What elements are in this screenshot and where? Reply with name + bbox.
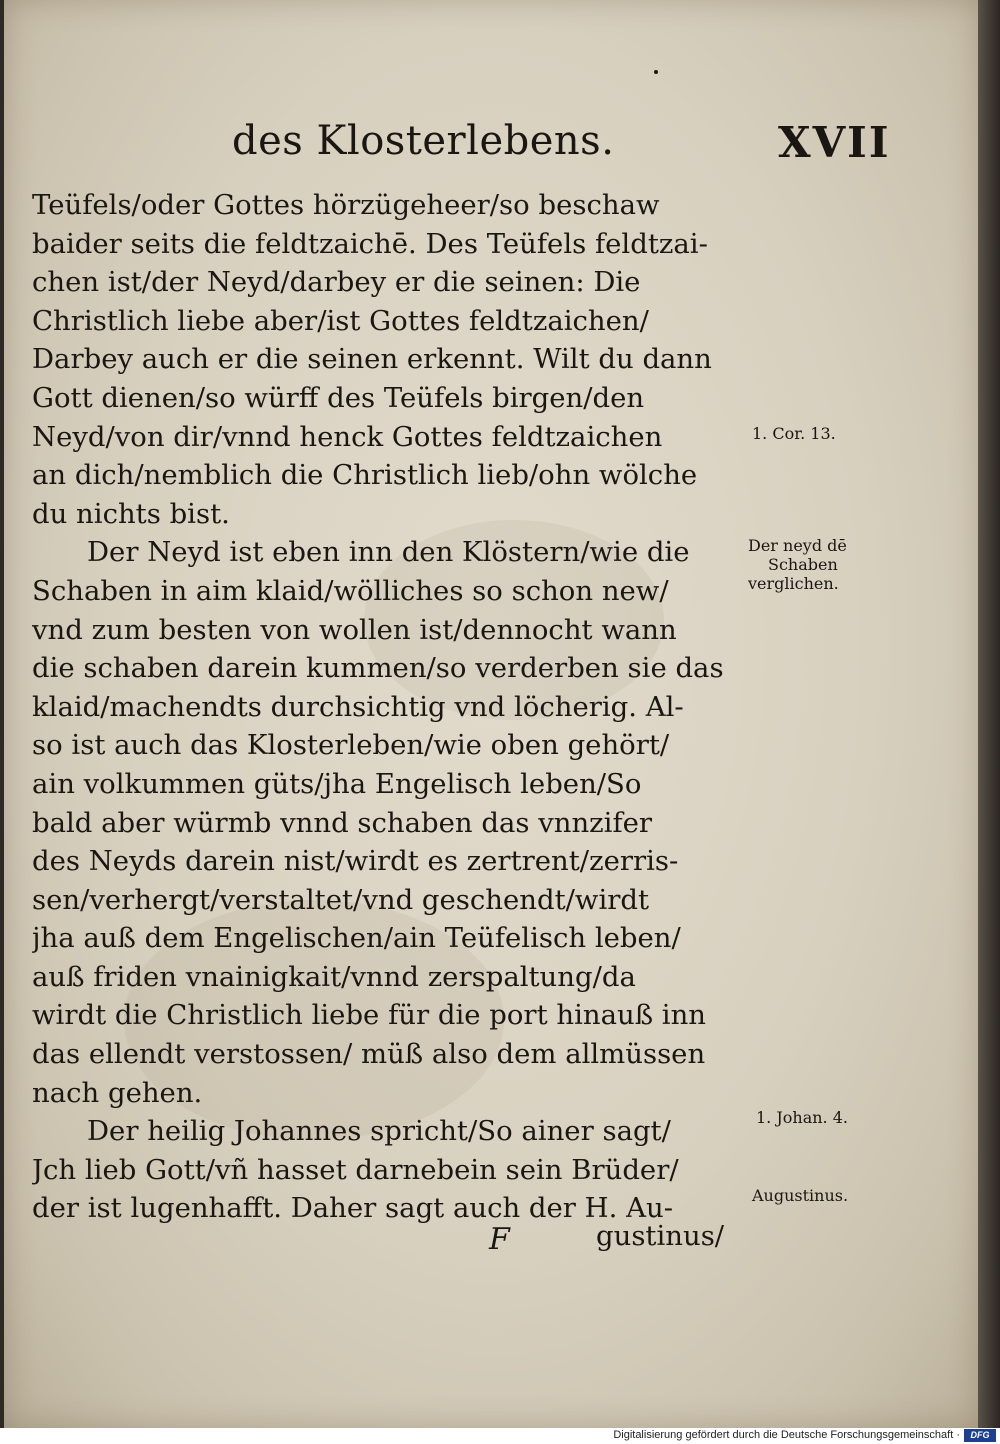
catchword: gustinus/ (596, 1220, 725, 1252)
text-line: Der heilig Johannes spricht/So ainer sagt/ (87, 1115, 671, 1148)
text-line: des Neyds darein nist/wirdt es zertrent/zerris- (32, 845, 679, 878)
text-line: nach gehen. (32, 1076, 203, 1109)
margin-note-johan: 1. Johan. 4. (756, 1108, 848, 1127)
running-head: des Klosterlebens. (232, 118, 615, 164)
text-line: Gott dienen/so würff des Teüfels birgen/den (32, 381, 645, 414)
text-line: chen ist/der Neyd/darbey er die seinen: Die (32, 266, 641, 299)
text-line: jha auß dem Engelischen/ain Teüfelisch leben/ (32, 922, 681, 955)
text-line: die schaben darein kummen/so verderben sie das (32, 652, 724, 685)
text-line: so ist auch das Klosterleben/wie oben gehört/ (32, 729, 670, 762)
dfg-logo: DFG (964, 1429, 996, 1442)
text-line: baider seits die feldtzaichē. Des Teüfels feldtzai- (32, 227, 708, 260)
text-line: Jch lieb Gott/vñ hasset darnebein sein Brüder/ (32, 1153, 679, 1186)
footer-credit: Digitalisierung gefördert durch die Deutsche Forschungsgemeinschaft · (613, 1429, 960, 1441)
text-line: du nichts bist. (32, 497, 230, 530)
text-line: vnd zum besten von wollen ist/dennocht wann (32, 613, 677, 646)
text-line: Darbey auch er die seinen erkennt. Wilt du dann (32, 343, 712, 376)
text-line: ain volkummen güts/jha Engelisch leben/So (32, 767, 642, 800)
footer-bar (0, 1428, 1000, 1444)
margin-note-line: Der neyd dē (748, 536, 847, 555)
text-line: bald aber würmb vnnd schaben das vnnzifer (32, 806, 653, 839)
book-page (4, 0, 980, 1428)
ink-dot (654, 70, 658, 74)
margin-note-neyd (748, 536, 847, 593)
margin-note-line: verglichen. (748, 574, 839, 593)
text-line: Schaben in aim klaid/wölliches so schon new/ (32, 574, 669, 607)
text-line: das ellendt verstossen/ müß also dem allmüssen (32, 1038, 706, 1071)
text-line: auß friden vnainigkait/vnnd zerspaltung/da (32, 960, 636, 993)
text-line: Neyd/von dir/vnnd henck Gottes feldtzaichen (32, 420, 663, 453)
text-line: Teüfels/oder Gottes hörzügeheer/so beschaw (32, 189, 660, 221)
text-line: klaid/machendts durchsichtig vnd löcherig. Al- (32, 690, 684, 723)
margin-note-augustin: Augustinus. (752, 1186, 849, 1205)
text-line: Der Neyd ist eben inn den Klöstern/wie die (87, 536, 690, 569)
text-line: an dich/nemblich die Christlich lieb/ohn wölche (32, 459, 698, 492)
page-edge-shadow (978, 0, 1000, 1428)
folio-number: XVII (778, 118, 891, 167)
signature-mark: F (489, 1222, 510, 1257)
margin-note-line: Schaben (768, 555, 838, 574)
text-line: Christlich liebe aber/ist Gottes feldtzaichen/ (32, 304, 649, 337)
text-line: der ist lugenhafft. Daher sagt auch der H. Au- (32, 1192, 674, 1225)
margin-note-cor: 1. Cor. 13. (752, 424, 836, 443)
text-line: wirdt die Christlich liebe für die port hinauß inn (32, 999, 707, 1032)
text-line: sen/verhergt/verstaltet/vnd geschendt/wirdt (32, 883, 650, 916)
body-text (32, 186, 762, 1228)
